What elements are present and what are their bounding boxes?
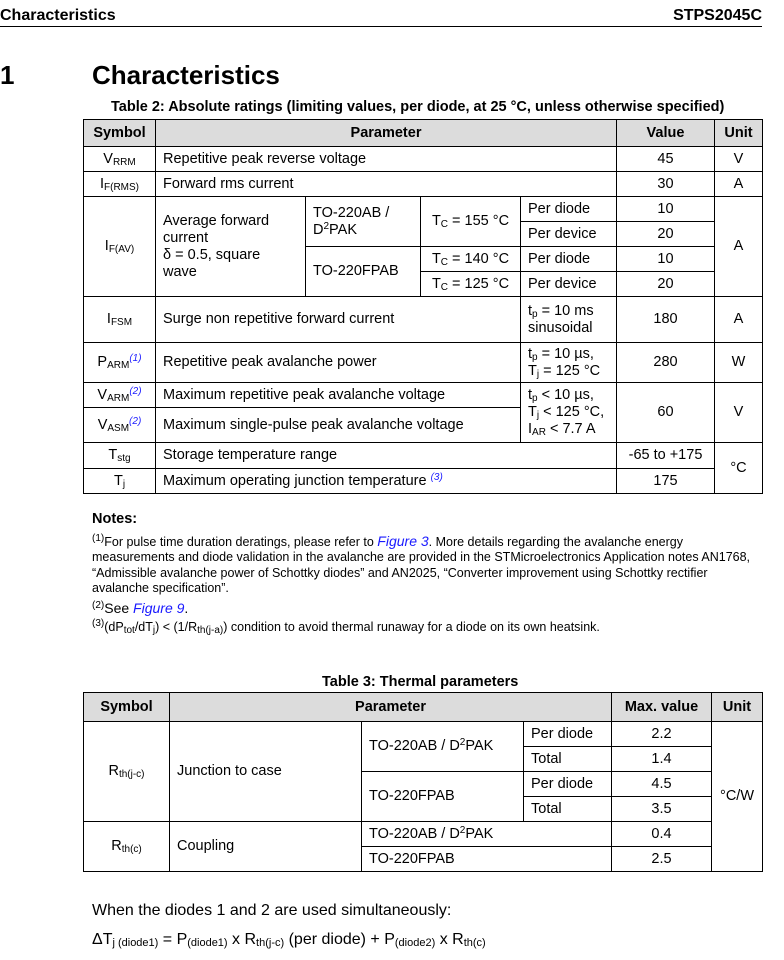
value-cell: 180: [617, 297, 715, 343]
unit-header: Unit: [715, 120, 763, 147]
symbol-header: Symbol: [84, 120, 156, 147]
condition-cell: $t_p = 10$ ms sinusoidal: [521, 297, 617, 343]
value-cell: 2.5: [612, 847, 712, 872]
package-cell: $TO-220AB / D^2PAK$: [362, 822, 612, 847]
symbol-cell: $V_{ARM}^{(2)}$: [84, 383, 156, 408]
notes-block: [92, 512, 762, 640]
condition-cell: $T_C = 155$ °C: [421, 197, 521, 247]
table-row: [84, 469, 763, 494]
table-row: [84, 822, 763, 847]
symbol-cell: $T_{stg}$: [84, 443, 156, 469]
package-cell: TO-220AB / $D^2PAK$: [306, 197, 421, 247]
parameter-cell: Storage temperature range: [156, 443, 617, 469]
value-cell: 20: [617, 222, 715, 247]
value-cell: 10: [617, 247, 715, 272]
header-part-number: STPS2045C: [673, 7, 762, 24]
table3-caption: Table 3: Thermal parameters: [322, 674, 519, 690]
symbol-cell: $P_{ARM}^{(1)}$: [84, 343, 156, 383]
table-row: [84, 197, 763, 222]
package-cell: TO-220FPAB: [362, 772, 524, 822]
value-cell: 30: [617, 172, 715, 197]
value-header: Value: [617, 120, 715, 147]
parameter-cell: Surge non repetitive forward current: [156, 297, 521, 343]
package-cell: TO-220FPAB: [362, 847, 612, 872]
table-row: [84, 147, 763, 172]
value-cell: 0.4: [612, 822, 712, 847]
max-value-header: Max. value: [612, 693, 712, 722]
notes-title: Notes:: [92, 511, 138, 527]
absolute-ratings-table: [83, 119, 763, 494]
table-row: [84, 383, 763, 408]
header-section-name: Characteristics: [0, 7, 116, 24]
parameter-header: Parameter: [156, 120, 617, 147]
unit-cell: A: [715, 172, 763, 197]
table-row: [84, 722, 763, 747]
parameter-header: Parameter: [170, 693, 612, 722]
total-cell: Total: [524, 797, 612, 822]
package-cell: $TO-220AB / D^2PAK$: [362, 722, 524, 772]
note-3: $^{(3)}(dP_{tot}/dT_j) < (1/R_{th(j-a)})$ condition to avoid thermal runaway for a diode on its own heatsink.: [92, 618, 600, 636]
value-cell: 3.5: [612, 797, 712, 822]
symbol-cell: $I_{FSM}$: [84, 297, 156, 343]
unit-cell: V: [715, 383, 763, 443]
condition-cell: $t_p = 10$ µs, $T_j = 125$ °C: [521, 343, 617, 383]
body-paragraph: When the diodes 1 and 2 are used simultaneously:: [92, 902, 452, 919]
parameter-cell: Junction to case: [170, 722, 362, 822]
value-cell: 60: [617, 383, 715, 443]
value-cell: 175: [617, 469, 715, 494]
unit-cell: W: [715, 343, 763, 383]
value-cell: 4.5: [612, 772, 712, 797]
value-cell: 2.2: [612, 722, 712, 747]
table2-header-row: [84, 120, 763, 147]
symbol-cell: $R_{th(j-c)}$: [84, 722, 170, 822]
parameter-cell: Average forward current δ = 0.5, square wave: [156, 197, 306, 297]
total-cell: Total: [524, 747, 612, 772]
symbol-cell: $V_{ASM}^{(2)}$: [84, 408, 156, 443]
figure-9-link[interactable]: Figure 9: [133, 599, 185, 616]
value-cell: 20: [617, 272, 715, 297]
unit-cell: °C: [715, 443, 763, 494]
value-cell: -65 to +175: [617, 443, 715, 469]
symbol-cell: $I_{F(AV)}$: [84, 197, 156, 297]
figure-3-link[interactable]: Figure 3: [377, 532, 429, 549]
value-cell: 280: [617, 343, 715, 383]
unit-header: Unit: [712, 693, 763, 722]
parameter-cell: Coupling: [170, 822, 362, 872]
thermal-parameters-table: [83, 692, 763, 872]
parameter-cell: Repetitive peak reverse voltage: [156, 147, 617, 172]
condition-cell: $T_C = 140$ °C: [421, 247, 521, 272]
value-cell: 10: [617, 197, 715, 222]
value-cell: 45: [617, 147, 715, 172]
parameter-cell: Maximum operating junction temperature $^{(3)}$: [156, 469, 617, 494]
per-device-cell: Per device: [521, 222, 617, 247]
unit-cell: A: [715, 197, 763, 297]
symbol-cell: $I_{F(RMS)}$: [84, 172, 156, 197]
symbol-cell: $V_{RRM}$: [84, 147, 156, 172]
package-cell: TO-220FPAB: [306, 247, 421, 297]
table-row: [84, 343, 763, 383]
table-row: [84, 297, 763, 343]
parameter-cell: Maximum single-pulse peak avalanche voltage: [156, 408, 521, 443]
table-row: [84, 443, 763, 469]
symbol-cell: $R_{th(c)}$: [84, 822, 170, 872]
section-number: 1: [0, 60, 15, 90]
per-diode-cell: Per diode: [524, 722, 612, 747]
condition-cell: $t_p < 10$ µs, $T_j < 125$ °C, $I_{AR} < 7.7$ A: [521, 383, 617, 443]
parameter-cell: Forward rms current: [156, 172, 617, 197]
note-2: $^{(2)}$See Figure 9.: [92, 599, 189, 616]
parameter-cell: Repetitive peak avalanche power: [156, 343, 521, 383]
parameter-cell: Maximum repetitive peak avalanche voltage: [156, 383, 521, 408]
per-device-cell: Per device: [521, 272, 617, 297]
value-cell: 1.4: [612, 747, 712, 772]
per-diode-cell: Per diode: [524, 772, 612, 797]
per-diode-cell: Per diode: [521, 247, 617, 272]
unit-cell: A: [715, 297, 763, 343]
note-1: $^{(1)}$For pulse time duration deratings, please refer to Figure 3. More details regarding the avalanche energy measurements and diode validation in the avalanche are provided in the STMicroelectronics Application notes AN1768, “Admissible avalanche power of Schottky diodes” and AN2025, “Converter improvement using Schottky rectifier avalanche specification”.: [92, 532, 751, 595]
page-header: [0, 0, 762, 27]
unit-cell: V: [715, 147, 763, 172]
unit-cell: °C/W: [712, 722, 763, 872]
table2-caption: Table 2: Absolute ratings (limiting values, per diode, at 25 °C, unless otherwise specified): [111, 99, 725, 115]
section-title: Characteristics: [92, 60, 280, 90]
condition-cell: $T_C = 125$ °C: [421, 272, 521, 297]
symbol-cell: $T_j$: [84, 469, 156, 494]
symbol-header: Symbol: [84, 693, 170, 722]
per-diode-cell: Per diode: [521, 197, 617, 222]
table3-header-row: [84, 693, 763, 722]
thermal-formula: $\Delta T_{j (diode1)} = P_{(diode1)}$ x $R_{th(j-c)}$ (per diode) + $P_{(diode2)}$ x $R_{th(c)}$: [92, 931, 486, 949]
table-row: [84, 172, 763, 197]
